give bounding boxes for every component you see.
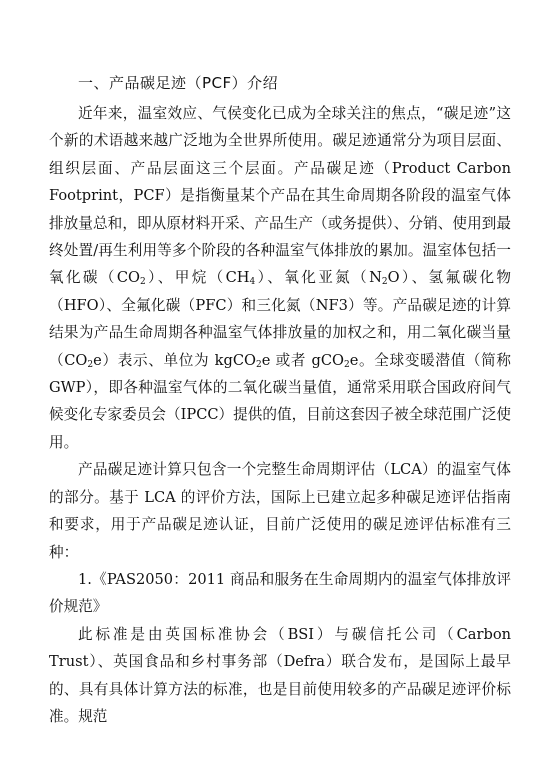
paragraph-text: e）表示、单位为 kgCO: [93, 351, 256, 369]
document-body: [49, 100, 511, 730]
paragraph-text: 近年来，温室效应、气侯变化已成为全球关注的焦点，“碳足迹”这个新的术语越来越广泛地为全世界所使用。碳足迹通常分为项目层面、组织层面、产品层面这三个层面。产品碳足迹（Product Carbon Footprint，PCF）是指衡量某个产品在其生命周期各阶段的温室气体排放量总和，即从原材料开采、产品生产（或务提供）、分销、使用到最终处置/再生利用等多个阶段的各种温室气体排放的累加。温室体包括一氧化碳（CO: [49, 105, 511, 287]
subscript: 2: [381, 277, 388, 288]
paragraph-standard-1: 1.《PAS2050：2011 商品和服务在生命周期内的温室气体排放评价规范》: [49, 570, 511, 616]
paragraph-text: ）、氧化亚氮（N: [255, 269, 382, 287]
paragraph-pas2050: 此标准是由英国标准协会（BSI）与碳信托公司（Carbon Trust）、英国食品和乡村事务部（Defra）联合发布，是国际上最早的、具有具体计算方法的标准，也是目前使用较多的产品碳足迹评价标准。规范: [49, 625, 511, 725]
subscript: 2: [343, 359, 350, 370]
paragraph-text: O）、氢氟碳化物（HFO）、全氟化碳（PFC）和三化氮（NF3）等。产品碳足迹的计算结果为产品生命周期各种温室气体排放量的加权之和，用二氧化碳当量（CO: [49, 269, 512, 369]
paragraph-lca: 产品碳足迹计算只包含一个完整生命周期评估（LCA）的温室气体的部分。基于 LCA 的评价方法，国际上已建立起多种碳足迹评估指南和要求，用于产品碳足迹认证，目前广泛使用的碳足迹评估标准有三种：: [49, 461, 511, 561]
subscript: 2: [140, 277, 146, 288]
section-heading: 一、产品碳足迹（PCF）介绍: [78, 74, 279, 92]
subscript: 4: [249, 277, 256, 288]
paragraph-text: e。全球变暖潜值（简称 GWP），即各种温室气体的二氧化碳当量值，通常采用联合国政府间气候变化专家委员会（IPCC）提供的值，目前这套因子被全球范围广泛使用。: [49, 351, 512, 451]
paragraph-text: e 或者 gCO: [261, 351, 344, 369]
paragraph-intro: [49, 100, 511, 456]
paragraph-text: ）、甲烷（CH: [145, 269, 250, 287]
subscript: 2: [255, 359, 262, 370]
subscript: 2: [87, 359, 94, 370]
